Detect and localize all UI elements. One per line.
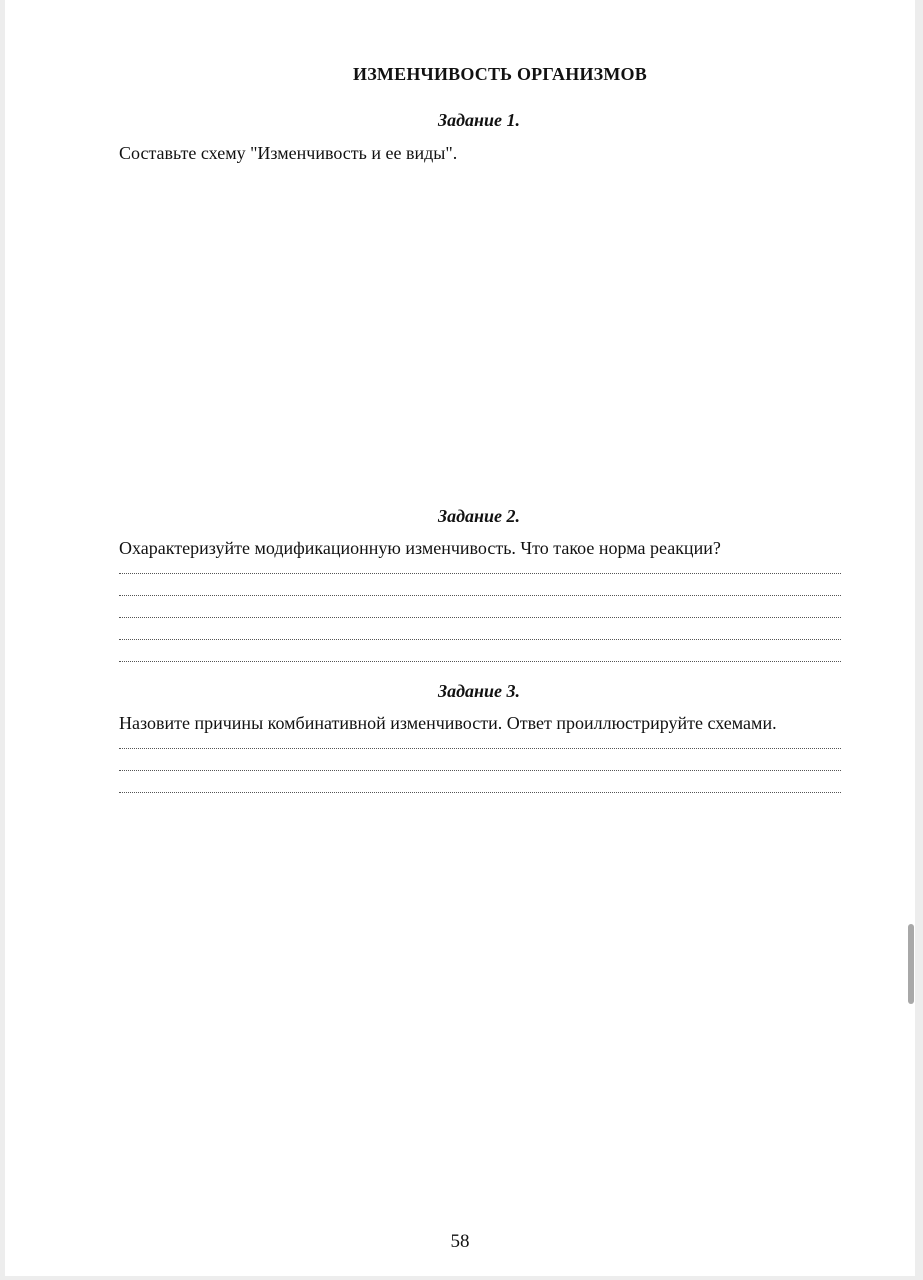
task-2-answer-line[interactable] — [119, 617, 841, 618]
task-2-text: Охарактеризуйте модификационную изменчивость. Что такое норма реакции? — [119, 538, 721, 558]
task-2-answer-line[interactable] — [119, 661, 841, 662]
task-3-answer-line[interactable] — [119, 770, 841, 771]
document-page — [5, 0, 915, 1276]
task-3-text: Назовите причины комбинативной изменчивости. Ответ проиллюстрируйте схемами. — [119, 713, 777, 733]
task-2-heading: Задание 2. — [437, 506, 521, 526]
task-3-answer-line[interactable] — [119, 748, 841, 749]
page-number: 58 — [450, 1231, 470, 1252]
page-title: ИЗМЕНЧИВОСТЬ ОРГАНИЗМОВ — [353, 64, 647, 84]
vertical-scrollbar[interactable] — [908, 924, 914, 1004]
task-1-answer-area[interactable] — [119, 175, 841, 485]
task-3-heading: Задание 3. — [437, 681, 521, 701]
task-2-answer-line[interactable] — [119, 639, 841, 640]
task-3-answer-line[interactable] — [119, 792, 841, 793]
task-2-answer-line[interactable] — [119, 573, 841, 574]
task-1-text: Составьте схему "Изменчивость и ее виды". — [119, 143, 458, 163]
task-1-heading: Задание 1. — [437, 110, 521, 130]
task-2-answer-line[interactable] — [119, 595, 841, 596]
